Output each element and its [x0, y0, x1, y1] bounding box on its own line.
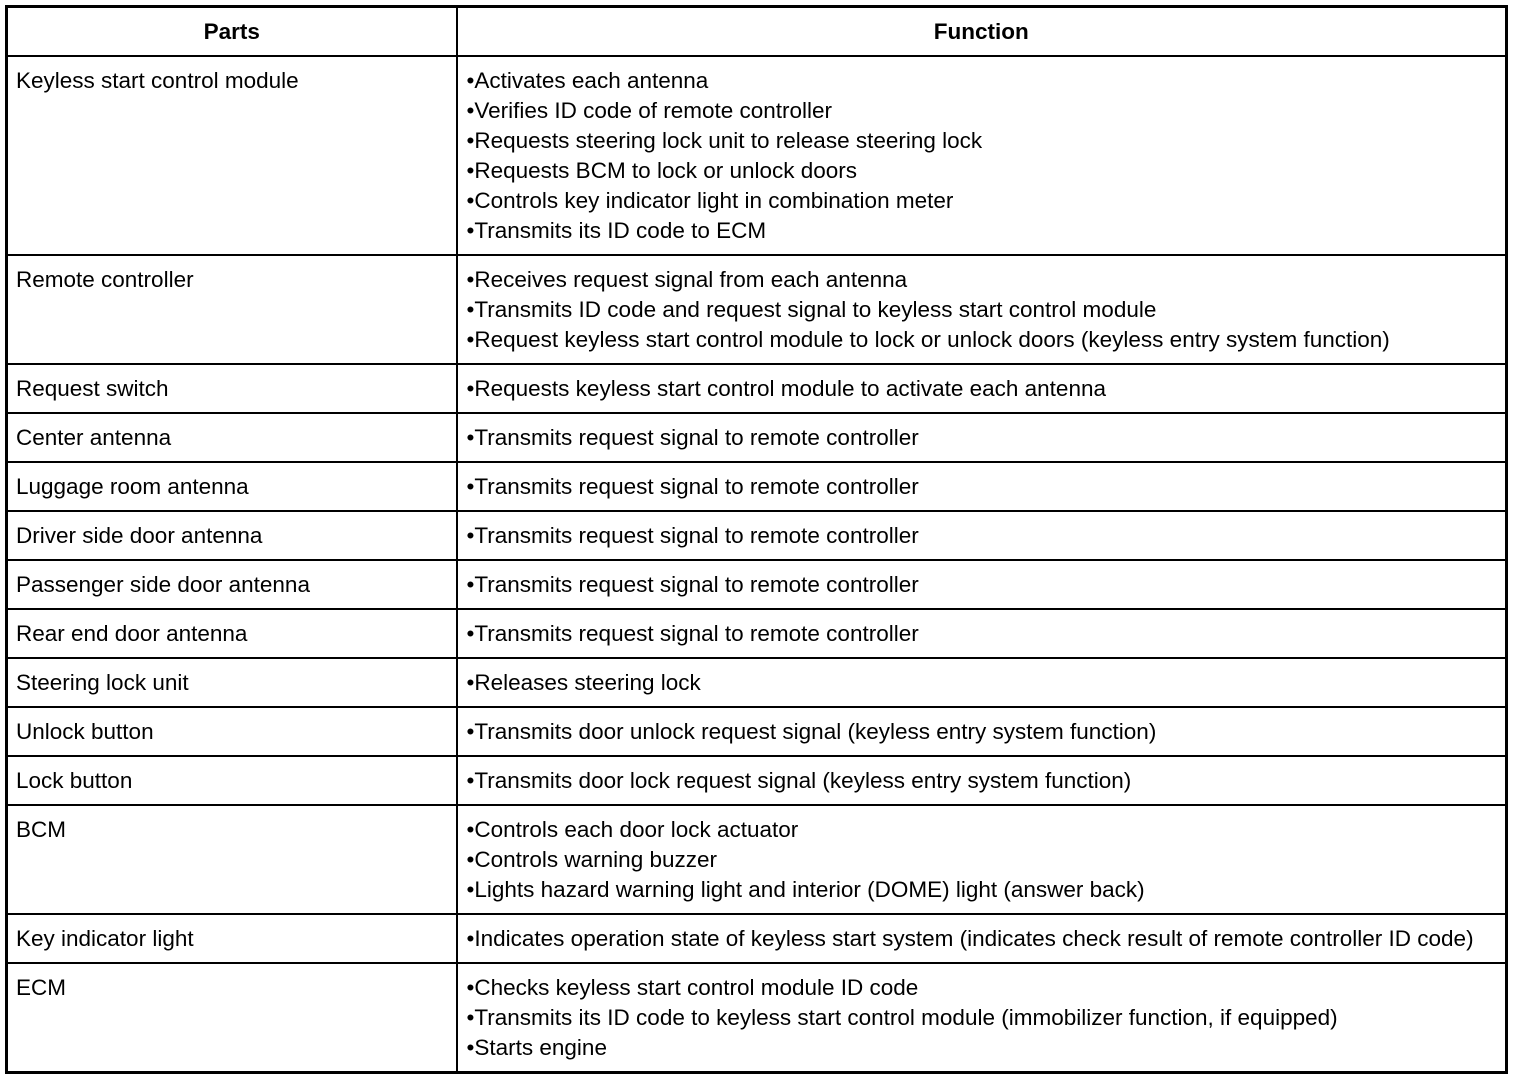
table-row	[7, 707, 1507, 756]
function-item: •Transmits request signal to remote controller	[466, 572, 919, 597]
function-item: •Releases steering lock	[466, 670, 701, 695]
function-item: •Requests steering lock unit to release steering lock	[466, 128, 983, 153]
part-cell: Remote controller	[7, 255, 457, 364]
part-cell: Key indicator light	[7, 914, 457, 963]
function-item: •Activates each antenna	[466, 68, 709, 93]
function-item: •Controls each door lock actuator	[466, 817, 799, 842]
part-cell: Luggage room antenna	[7, 462, 457, 511]
function-cell	[457, 707, 1507, 756]
parts-function-table	[5, 5, 1508, 1074]
table-row	[7, 658, 1507, 707]
function-cell	[457, 914, 1507, 963]
table-row	[7, 413, 1507, 462]
function-cell	[457, 609, 1507, 658]
function-item: •Receives request signal from each antenna	[466, 267, 908, 292]
function-cell	[457, 462, 1507, 511]
part-cell: Lock button	[7, 756, 457, 805]
table-row	[7, 255, 1507, 364]
table-header-row	[7, 7, 1507, 57]
function-item: •Transmits its ID code to keyless start control module (immobilizer function, if equipped)	[466, 1005, 1338, 1030]
function-cell	[457, 805, 1507, 914]
part-cell: Request switch	[7, 364, 457, 413]
function-item: •Controls warning buzzer	[466, 847, 717, 872]
function-item: •Checks keyless start control module ID code	[466, 975, 919, 1000]
table-row	[7, 805, 1507, 914]
function-item: •Transmits request signal to remote controller	[466, 523, 919, 548]
part-cell: Center antenna	[7, 413, 457, 462]
function-cell	[457, 963, 1507, 1073]
function-item: •Starts engine	[466, 1035, 607, 1060]
table-row	[7, 560, 1507, 609]
table-row	[7, 56, 1507, 255]
table-row	[7, 462, 1507, 511]
function-item: •Request keyless start control module to lock or unlock doors (keyless entry system function)	[466, 327, 1390, 352]
function-item: •Transmits request signal to remote controller	[466, 621, 919, 646]
part-cell: Driver side door antenna	[7, 511, 457, 560]
part-cell: Steering lock unit	[7, 658, 457, 707]
function-item: •Transmits request signal to remote controller	[466, 474, 919, 499]
function-item: •Requests keyless start control module to activate each antenna	[466, 376, 1106, 401]
function-item: •Transmits request signal to remote controller	[466, 425, 919, 450]
header-function: Function	[457, 7, 1507, 57]
function-item: •Indicates operation state of keyless start system (indicates check result of remote controller ID code)	[466, 926, 1474, 951]
part-cell: Passenger side door antenna	[7, 560, 457, 609]
part-cell: Keyless start control module	[7, 56, 457, 255]
function-item: •Requests BCM to lock or unlock doors	[466, 158, 858, 183]
function-item: •Lights hazard warning light and interior (DOME) light (answer back)	[466, 877, 1145, 902]
function-cell	[457, 511, 1507, 560]
function-cell	[457, 658, 1507, 707]
table-row	[7, 756, 1507, 805]
function-cell	[457, 413, 1507, 462]
function-item: •Transmits door lock request signal (keyless entry system function)	[466, 768, 1132, 793]
header-parts: Parts	[7, 7, 457, 57]
function-cell	[457, 364, 1507, 413]
function-item: •Transmits ID code and request signal to keyless start control module	[466, 297, 1157, 322]
function-cell	[457, 756, 1507, 805]
part-cell: Unlock button	[7, 707, 457, 756]
part-cell: Rear end door antenna	[7, 609, 457, 658]
table-row	[7, 963, 1507, 1073]
table-row	[7, 364, 1507, 413]
function-item: •Verifies ID code of remote controller	[466, 98, 833, 123]
part-cell: ECM	[7, 963, 457, 1073]
part-cell: BCM	[7, 805, 457, 914]
function-item: •Transmits door unlock request signal (keyless entry system function)	[466, 719, 1157, 744]
table-row	[7, 609, 1507, 658]
function-cell	[457, 255, 1507, 364]
table-row	[7, 511, 1507, 560]
function-item: •Transmits its ID code to ECM	[466, 218, 767, 243]
table-row	[7, 914, 1507, 963]
function-item: •Controls key indicator light in combination meter	[466, 188, 954, 213]
function-cell	[457, 56, 1507, 255]
function-cell	[457, 560, 1507, 609]
